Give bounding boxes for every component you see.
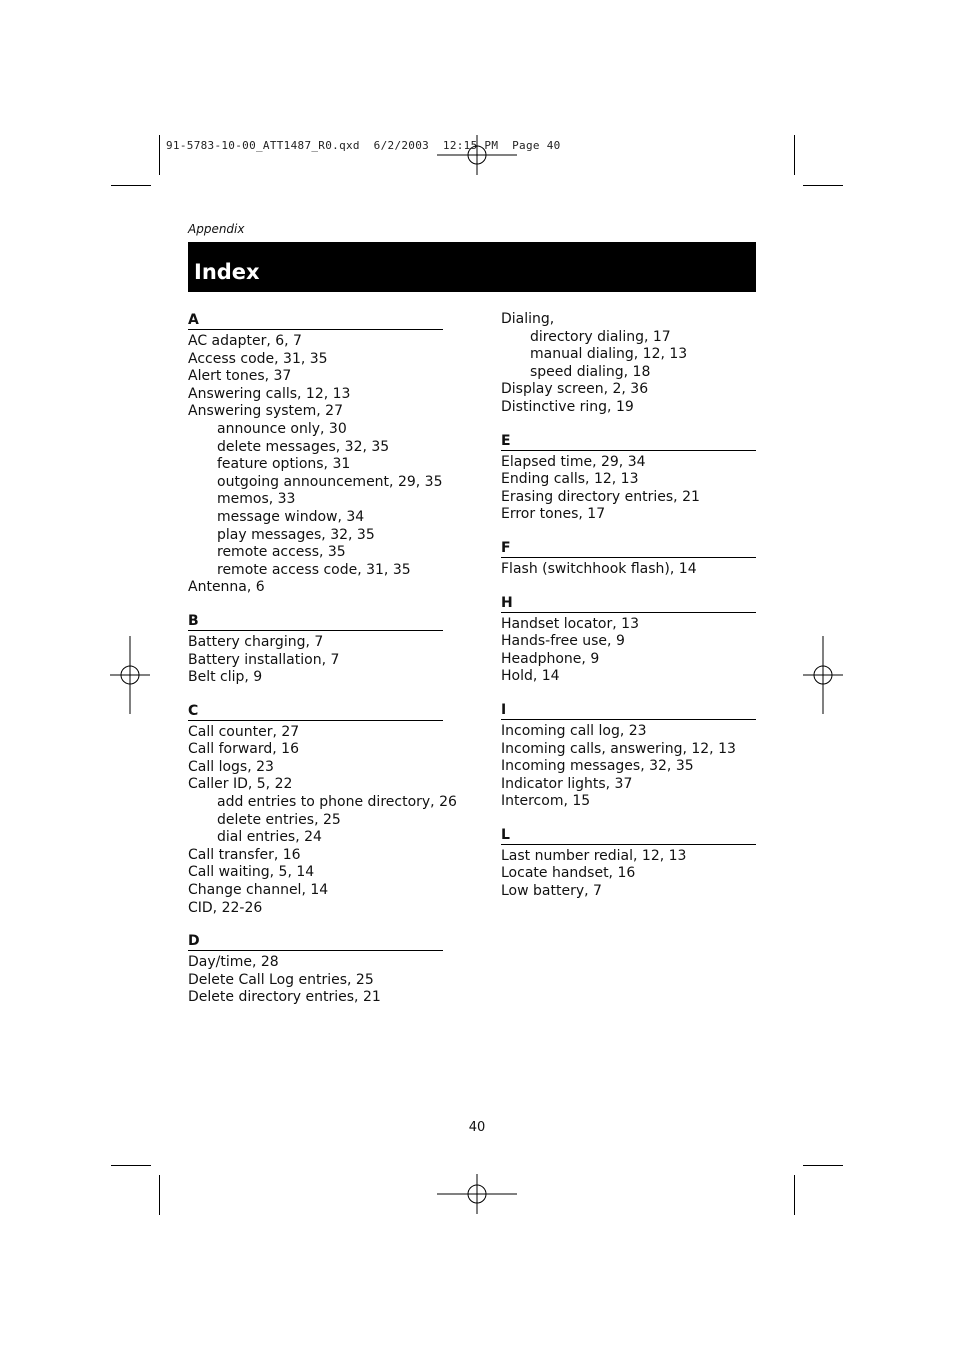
index-subentry: remote access, 35 xyxy=(217,544,346,561)
index-entry: Intercom, 15 xyxy=(501,793,591,810)
registration-mark-icon xyxy=(437,135,517,175)
crop-mark xyxy=(159,135,160,175)
index-group xyxy=(501,701,756,811)
index-entry: Indicator lights, 37 xyxy=(501,775,633,792)
index-letter-heading: L xyxy=(501,826,756,845)
index-subentry: add entries to phone directory, 26 xyxy=(217,794,457,811)
registration-mark-icon xyxy=(110,636,150,714)
index-entry: Antenna, 6 xyxy=(188,579,265,596)
index-entry: Alert tones, 37 xyxy=(188,368,292,385)
index-entry: Caller ID, 5, 22 xyxy=(188,776,293,793)
index-entry: Answering system, 27 xyxy=(188,403,343,420)
crop-mark xyxy=(111,185,151,186)
crop-mark xyxy=(794,135,795,175)
index-subentry: outgoing announcement, 29, 35 xyxy=(217,473,443,490)
index-entry: Headphone, 9 xyxy=(501,650,600,667)
index-group xyxy=(188,311,443,597)
index-entry: Erasing directory entries, 21 xyxy=(501,488,700,505)
index-entry: Dialing, xyxy=(501,311,555,327)
index-subentry: feature options, 31 xyxy=(217,456,351,473)
index-subentry: remote access code, 31, 35 xyxy=(217,561,411,578)
index-entry: Elapsed time, 29, 34 xyxy=(501,453,646,470)
index-entry: Day/time, 28 xyxy=(188,954,279,971)
page-number: 40 xyxy=(468,1120,486,1135)
index-subentry: message window, 34 xyxy=(217,508,365,525)
index-letter-heading: E xyxy=(501,432,756,451)
crop-mark xyxy=(111,1165,151,1166)
index-column-right xyxy=(501,311,756,916)
index-subentry: dial entries, 24 xyxy=(217,829,322,846)
index-entry: Flash (switchhook flash), 14 xyxy=(501,560,697,577)
index-group xyxy=(501,539,756,579)
index-subentry: speed dialing, 18 xyxy=(530,363,651,380)
index-group-continued xyxy=(501,311,756,417)
index-entry: Change channel, 14 xyxy=(188,882,329,899)
index-entry: Hold, 14 xyxy=(501,668,560,685)
index-group xyxy=(188,702,457,918)
registration-mark-icon xyxy=(437,1174,517,1214)
index-entry: Error tones, 17 xyxy=(501,506,606,523)
index-entry: Last number redial, 12, 13 xyxy=(501,847,687,864)
index-subentry: delete entries, 25 xyxy=(217,811,341,828)
index-entry: Answering calls, 12, 13 xyxy=(188,385,351,402)
index-entry: Battery installation, 7 xyxy=(188,651,340,668)
index-entry: AC adapter, 6, 7 xyxy=(188,333,302,349)
index-subentry: play messages, 32, 35 xyxy=(217,526,375,543)
index-group xyxy=(501,826,756,901)
index-subentry: manual dialing, 12, 13 xyxy=(530,346,688,363)
index-entry: Incoming messages, 32, 35 xyxy=(501,758,694,775)
index-entry: Locate handset, 16 xyxy=(501,865,636,882)
index-entry: Call counter, 27 xyxy=(188,723,300,740)
index-subentry: directory dialing, 17 xyxy=(530,328,671,345)
index-entry: Hands-free use, 9 xyxy=(501,633,625,650)
crop-mark xyxy=(803,185,843,186)
index-entry: Call waiting, 5, 14 xyxy=(188,864,315,881)
index-entry: Handset locator, 13 xyxy=(501,615,639,632)
crop-mark xyxy=(159,1175,160,1215)
index-subentry: announce only, 30 xyxy=(217,420,347,437)
index-entry: Call logs, 23 xyxy=(188,758,274,775)
index-subentry: delete messages, 32, 35 xyxy=(217,438,390,455)
title-banner xyxy=(188,242,756,292)
index-entry: Low battery, 7 xyxy=(501,883,602,900)
index-entry: Display screen, 2, 36 xyxy=(501,381,649,398)
section-label: Appendix xyxy=(188,222,245,236)
index-letter-heading: F xyxy=(501,539,756,558)
printer-slug: 91-5783-10-00_ATT1487_R0.qxd 6/2/2003 12:15 PM Page 40 xyxy=(166,139,561,152)
index-entry: Delete Call Log entries, 25 xyxy=(188,971,374,988)
index-letter-heading: A xyxy=(188,311,443,330)
index-letter-heading: I xyxy=(501,701,756,720)
page-title: Index xyxy=(194,260,260,284)
index-entry: Incoming call log, 23 xyxy=(501,722,647,739)
index-entry: Ending calls, 12, 13 xyxy=(501,471,639,488)
index-group xyxy=(188,612,443,687)
index-letter-heading: C xyxy=(188,702,443,721)
index-entry: Battery charging, 7 xyxy=(188,633,324,650)
index-group xyxy=(501,432,756,524)
index-letter-heading: D xyxy=(188,932,443,951)
index-entry: Belt clip, 9 xyxy=(188,669,263,686)
index-entry: Distinctive ring, 19 xyxy=(501,398,634,415)
index-group xyxy=(188,932,443,1007)
registration-mark-icon xyxy=(803,636,843,714)
index-entry: CID, 22-26 xyxy=(188,899,263,916)
index-letter-heading: B xyxy=(188,612,443,631)
index-letter-heading: H xyxy=(501,594,756,613)
index-entry: Call forward, 16 xyxy=(188,741,299,758)
index-entry: Call transfer, 16 xyxy=(188,846,301,863)
index-entry: Delete directory entries, 21 xyxy=(188,989,381,1006)
index-subentry: memos, 33 xyxy=(217,491,296,508)
crop-mark xyxy=(803,1165,843,1166)
index-entry: Access code, 31, 35 xyxy=(188,350,328,367)
crop-mark xyxy=(794,1175,795,1215)
index-entry: Incoming calls, answering, 12, 13 xyxy=(501,740,736,757)
index-group xyxy=(501,594,756,686)
index-column-left xyxy=(188,311,457,1022)
